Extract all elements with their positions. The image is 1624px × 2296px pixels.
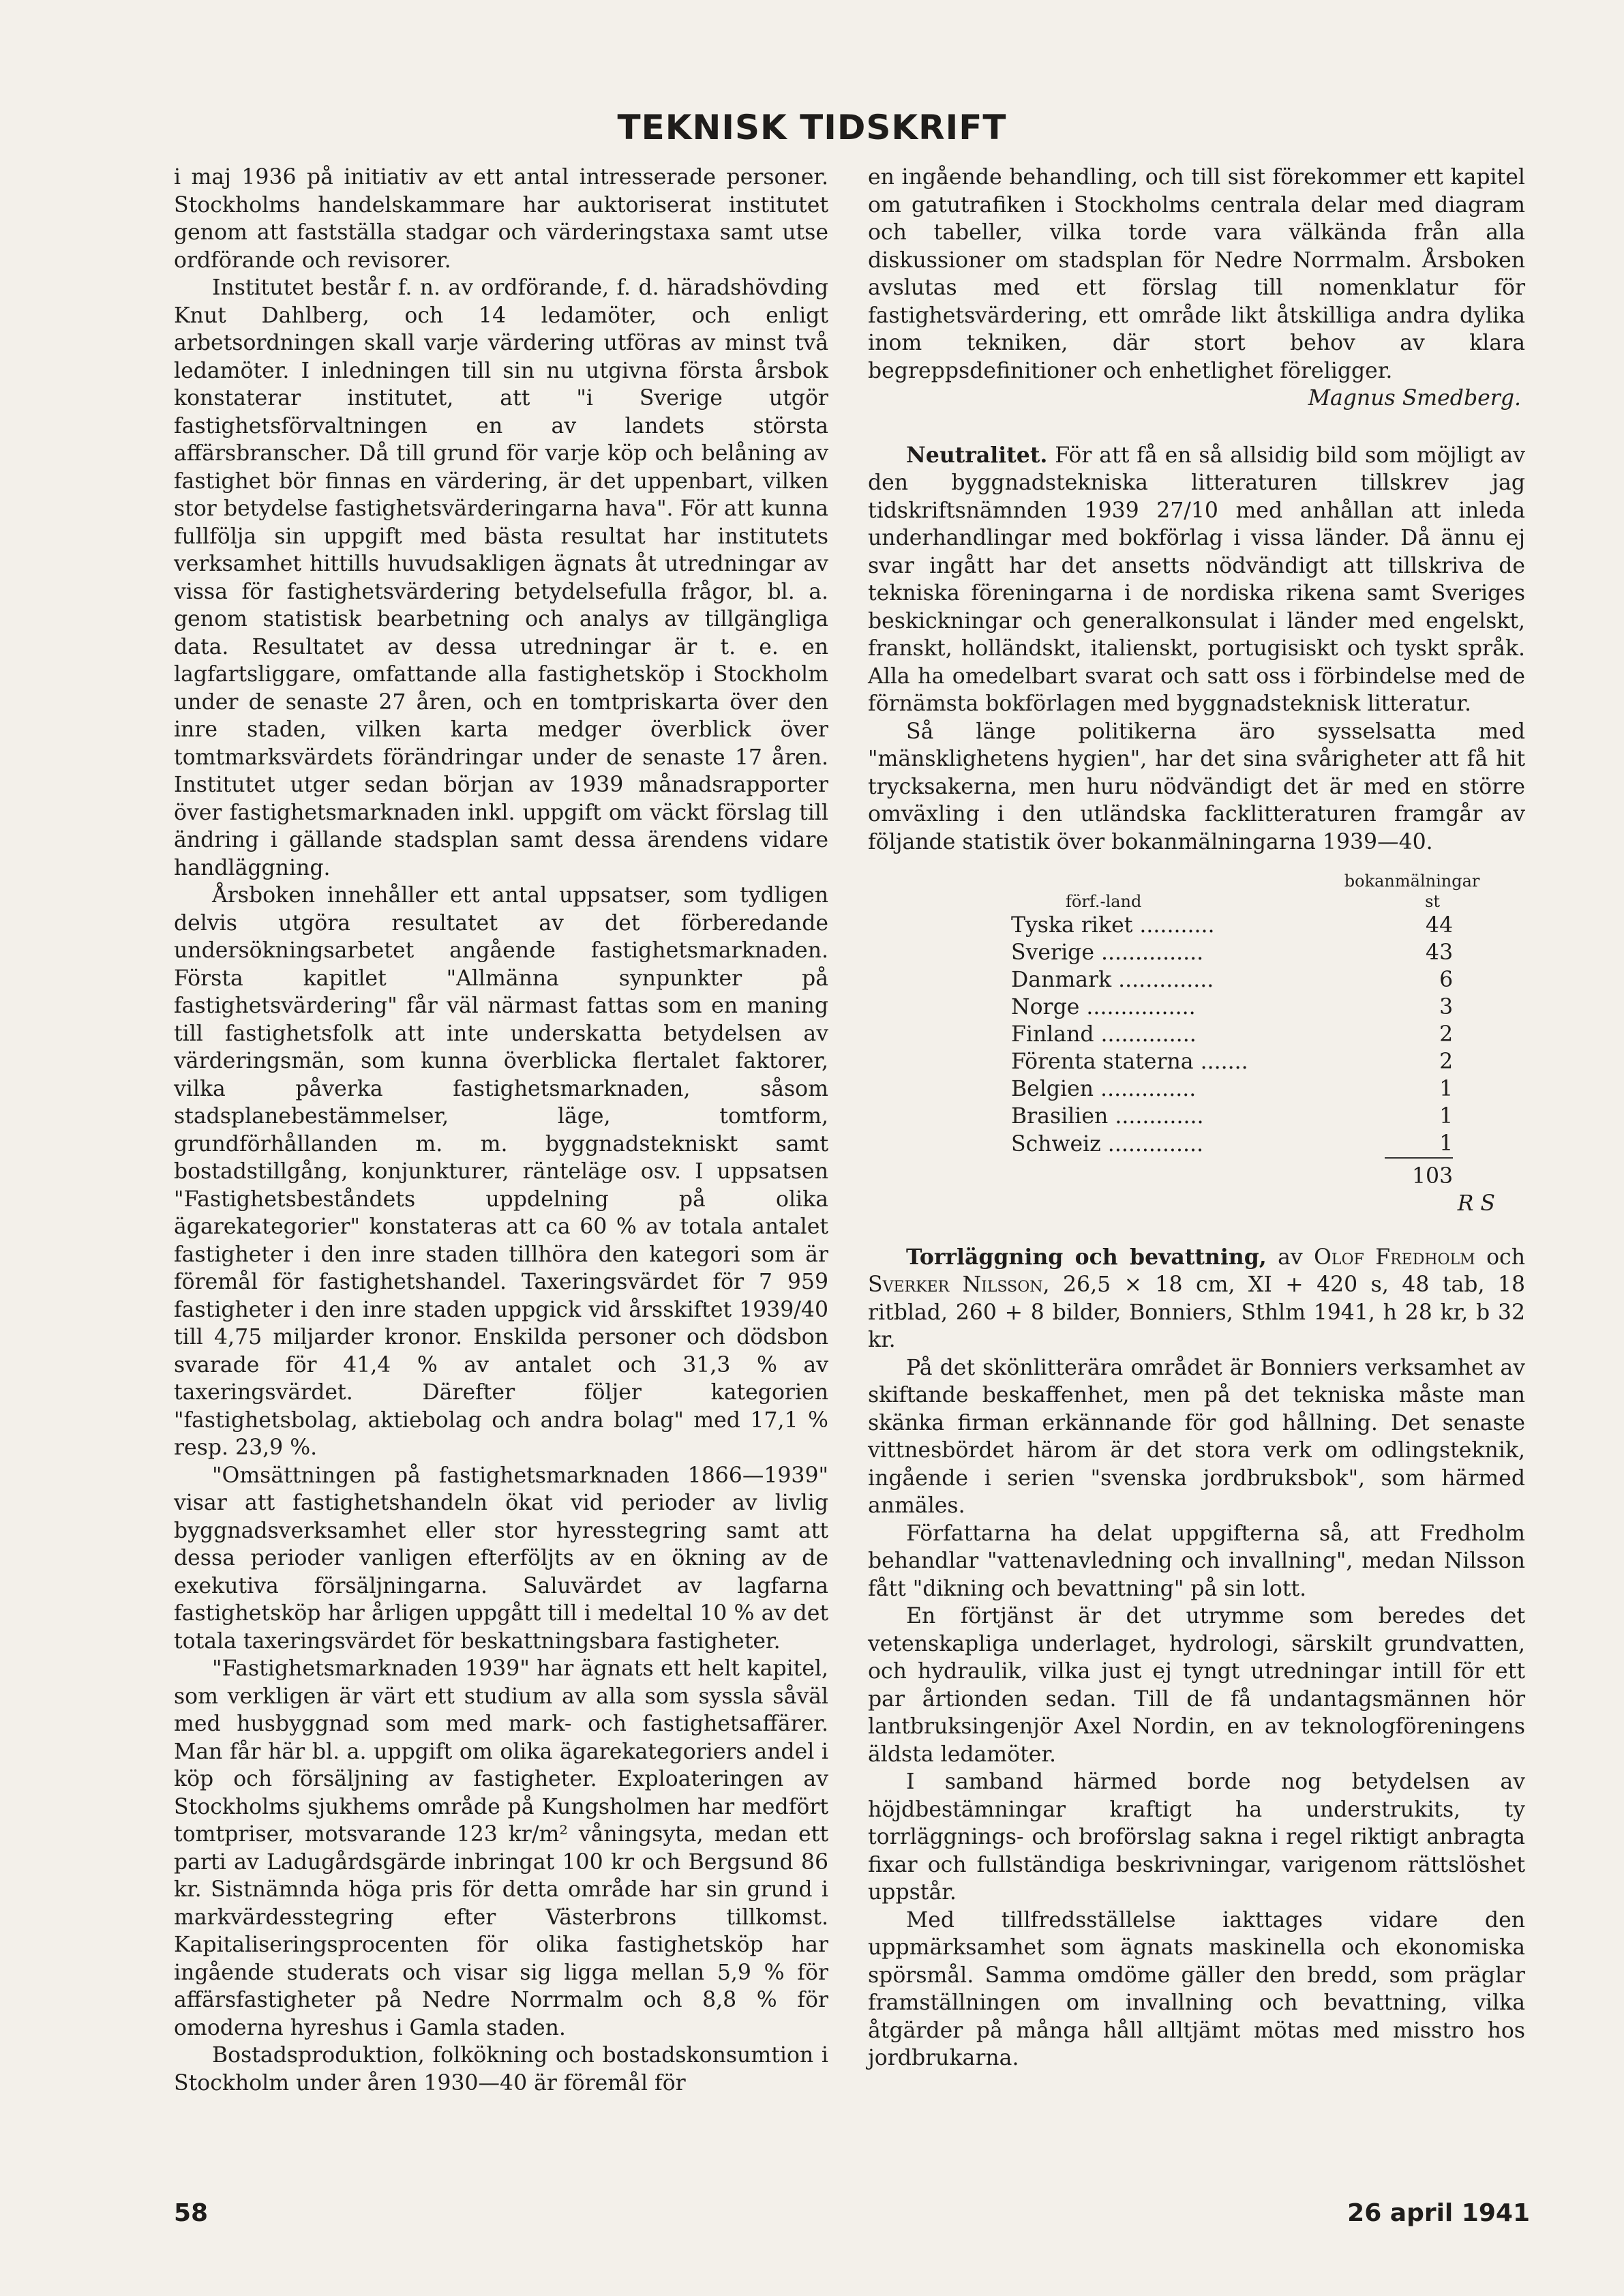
country-cell	[1011, 1048, 1385, 1075]
table-header-row	[1011, 871, 1453, 912]
country-name: Danmark	[1011, 968, 1112, 992]
table-row	[1011, 939, 1453, 966]
leader-dots: ................	[1079, 995, 1196, 1019]
review2-author-1: Olof Fredholm	[1314, 1244, 1475, 1270]
country-cell	[1011, 1021, 1385, 1048]
country-name: Norge	[1011, 995, 1080, 1019]
count-cell: 2	[1439, 1022, 1454, 1047]
col-header-country: förf.-land	[1066, 892, 1142, 911]
page-number: 58	[174, 2199, 209, 2227]
left-column	[174, 164, 828, 2097]
country-cell	[1011, 939, 1385, 966]
total-cell: 103	[1385, 1158, 1453, 1190]
leader-dots: ..............	[1100, 1132, 1203, 1157]
neutral-signature: R S	[1457, 1191, 1495, 1216]
leader-dots: ..............	[1111, 968, 1214, 992]
review1-signature: Magnus Smedberg.	[1308, 386, 1521, 411]
table-row	[1011, 1103, 1453, 1130]
count-cell: 6	[1439, 968, 1454, 992]
neutral-paragraph-2: Så länge politikerna äro sysselsatta med "mänsklighetens hygien", har det sina svårigheter att få hit trycksakerna, men huru nödvändigt det är med en större omväxling i den utländska facklitteraturen framgår av följande statistik över bokanmälningarna 1939—40.	[868, 719, 1525, 854]
country-cell	[1011, 1103, 1385, 1130]
col-header-count-line1: bokanmälningar	[1344, 871, 1480, 891]
left-paragraph-4: "Omsättningen på fastighetsmarknaden 1866—1939" visar att fastighetshandeln ökat vid perioder av livlig byggnadsverksamhet eller stor hyresstegring samt att dessa perioder vanligen efterföljts av en ökning av de exekutiva försäljningarna. Saluvärdet av lagfarna fastighetsköp har årligen uppgått till i medeltal 10 % av det totala taxeringsvärdet för beskattningsbara fastigheter.	[174, 1463, 828, 1654]
neutral-heading: Neutralitet.	[906, 442, 1048, 468]
left-paragraph-1: i maj 1936 på initiativ av ett antal intresserade personer. Stockholms handelskammare har auktoriserat institutet genom att fastställa stadgar och värderingstaxa samt utse ordförande och revisorer.	[174, 165, 828, 273]
count-cell: 1	[1439, 1104, 1454, 1129]
left-paragraph-6: Bostadsproduktion, folkökning och bostadskonsumtion i Stockholm under åren 1930—40 är föremål för	[174, 2043, 828, 2096]
left-paragraph-2: Institutet består f. n. av ordförande, f. d. häradshövding Knut Dahlberg, och 14 ledamöter, och enligt arbetsordningen skall varje värdering utföras av minst två ledamöter. I inledningen till sin nu utgivna första årsbok konstaterar institutet, att "i Sverige utgör fastighetsförvaltningen en av landets största affärsbranscher. Då till grund för varje köp och belåning av fastighet bör finnas en värdering, är det uppenbart, vilken stor betydelse fastighetsvärderingarna hava". För att kunna fullfölja sin uppgift med bästa resultat har institutets verksamhet hittills huvudsakligen ägnats åt utredningar av vissa för fastighetsvärdering betydelsefulla frågor, bl. a. genom statistisk bearbetning och analys av tillgängliga data. Resultatet av dessa utredningar är t. e. en lagfartsliggare, omfattande alla fastighetsköp i Stockholm under de senaste 27 åren, och en tomtpriskarta över den inre staden, vilken karta medger överblick över tomtmarksvärdets förändringar under de senaste 17 åren. Institutet utger sedan början av 1939 månadsrapporter över fastighetsmarknaden inkl. uppgift om väckt förslag till ändring i gällande stadsplan samt dessa ärendens vidare handläggning.	[174, 275, 828, 880]
review2-paragraph-2: Författarna ha delat uppgifterna så, att Fredholm behandlar "vattenavledning och invallning", medan Nilsson fått "dikning och bevattning" på sin lott.	[868, 1521, 1525, 1601]
neutral-paragraph-1	[868, 442, 1525, 718]
book-stats-table	[1011, 871, 1480, 1190]
table-row	[1011, 912, 1453, 939]
journal-masthead: TEKNISK TIDSKRIFT	[617, 108, 1007, 147]
count-cell: 1	[1439, 1131, 1454, 1156]
table-row	[1011, 1075, 1453, 1103]
col-header-count	[1344, 871, 1480, 912]
country-name: Belgien	[1011, 1077, 1094, 1101]
review2-paragraph-3: En förtjänst är det utrymme som beredes det vetenskapliga underlaget, hydrologi, särskilt grundvatten, och hydraulik, vilka just ej tyngt utredningar intill för ett par årtionden sedan. Till de få undantagsmännen hör lantbruksingenjör Axel Nordin, en av teknologföreningens äldsta ledamöter.	[868, 1604, 1525, 1767]
right-column	[868, 164, 1525, 2072]
count-cell: 43	[1426, 940, 1454, 965]
neutral-text-1: För att få en så allsidig bild som möjligt av den byggnadstekniska litteraturen tillskrev jag tidskriftsnämnden 1939 27/10 med anhållan att inleda underhandlingar med bokförlag i vissa länder. Då ännu ej svar ingått har det ansetts nödvändigt att tillskriva de tekniska föreningarna i de nordiska rikena samt Sveriges beskickningar och generalkonsulat i länder med engelskt, franskt, holländskt, italienskt, portugisiskt och tyskt språk. Alla ha omedelbart svarat och satt oss i förbindelse med de förnämsta bokförlagen med byggnadsteknisk litteratur.	[868, 443, 1525, 716]
country-cell	[1011, 1075, 1385, 1103]
country-cell	[1011, 912, 1385, 939]
total-spacer	[1011, 1158, 1385, 1190]
table-row	[1011, 1021, 1453, 1048]
count-cell: 2	[1439, 1049, 1454, 1074]
review2-biblio: , 26,5 × 18 cm, XI + 420 s, 48 tab, 18 ritblad, 260 + 8 bilder, Bonniers, Sthlm 1941, h 28 kr, b 32 kr.	[868, 1272, 1525, 1352]
review2-author-2: Sverker Nilsson	[868, 1272, 1043, 1297]
review2-title: Torrläggning och bevattning,	[906, 1244, 1267, 1270]
country-cell	[1011, 1130, 1385, 1158]
review2-intro	[868, 1244, 1525, 1354]
country-cell	[1011, 994, 1385, 1021]
table-row	[1011, 1048, 1453, 1075]
count-cell: 44	[1426, 913, 1454, 938]
total-row	[1011, 1158, 1453, 1190]
country-name: Finland	[1011, 1022, 1094, 1047]
leader-dots: ..............	[1094, 1022, 1197, 1047]
review2-and: och	[1475, 1244, 1525, 1270]
review2-by: av	[1266, 1244, 1314, 1270]
table-row	[1011, 966, 1453, 994]
leader-dots: .......	[1193, 1049, 1248, 1074]
count-cell: 3	[1439, 995, 1454, 1019]
leader-dots: ...............	[1094, 940, 1204, 965]
leader-dots: .............	[1108, 1104, 1204, 1129]
review1-paragraph: en ingående behandling, och till sist förekommer ett kapitel om gatutrafiken i Stockholms centrala delar med diagram och tabeller, vilka torde vara välkända från alla diskussioner om stadsplan för Nedre Norrmalm. Årsboken avslutas med ett förslag till nomenklatur för fastighetsvärdering, ett område likt åtskilliga andra dylika inom tekniken, där stort behov av klara begreppsdefinitioner och enhetlighet föreligger.	[868, 165, 1525, 383]
count-cell: 1	[1439, 1077, 1454, 1101]
country-name: Brasilien	[1011, 1104, 1109, 1129]
issue-date: 26 april 1941	[1347, 2199, 1530, 2227]
left-paragraph-3: Årsboken innehåller ett antal uppsatser, som tydligen delvis utgöra resultatet av det förberedande undersökningsarbetet angående fastighetsmarknaden. Första kapitlet "Allmänna synpunkter på fastighetsvärdering" får väl närmast fattas som en maning till fastighetsfolk att inte underskatta betydelsen av värderingsmän, som kunna överblicka flertalet faktorer, vilka påverka fastighetsmarknaden, såsom stadsplanebestämmelser, läge, tomtform, grundförhållanden m. m. byggnadstekniskt samt bostadstillgång, konjunkturer, ränteläge osv. I uppsatsen "Fastighetsbeståndets uppdelning på olika ägarekategorier" konstateras att ca 60 % av totala antalet fastigheter i den inre staden tillhöra den kategori som är föremål för fastighetshandel. Taxeringsvärdet för 7 959 fastigheter i den inre staden uppgick vid årsskiftet 1939/40 till 4,75 miljarder kronor. Enskilda personer och dödsbon svarade för 41,4 % av antalet och 31,3 % av taxeringsvärdet. Därefter följer kategorien "fastighetsbolag, aktiebolag och andra bolag" med 17,1 % resp. 23,9 %.	[174, 883, 828, 1460]
country-name: Förenta staterna	[1011, 1049, 1194, 1074]
col-header-count-line2: st	[1425, 892, 1441, 911]
country-name: Schweiz	[1011, 1132, 1101, 1157]
table-row	[1011, 994, 1453, 1021]
review2-paragraph-5: Med tillfredsställelse iakttages vidare den uppmärksamhet som ägnats maskinella och ekonomiska spörsmål. Samma omdöme gäller den bredd, som präglar framställningen om invallning och bevattning, vilka åtgärder på många håll alltjämt mötas med misstro hos jordbrukarna.	[868, 1907, 1525, 2070]
left-paragraph-5: "Fastighetsmarknaden 1939" har ägnats ett helt kapitel, som verkligen är värt ett studium av alla som syssla såväl med husbyggnad som med mark- och fastighetsaffärer. Man får här bl. a. uppgift om olika ägarekategoriers andel i köp och försäljning av fastigheter. Exploateringen av Stockholms sjukhems område på Kungsholmen har medfört tomtpriser, motsvarande 123 kr/m² våningsyta, medan ett parti av Ladugårdsgärde inbringat 100 kr och Bergsund 86 kr. Sistnämnda höga pris för detta område har sin grund i markvärdesstegring efter Västerbrons tillkomst. Kapitaliseringsprocenten för olika fastighetsköp har ingående studerats och visar sig ligga mellan 5,9 % för affärsfastigheter på Nedre Norrmalm och 8,8 % för omoderna hyreshus i Gamla staden.	[174, 1656, 828, 2040]
leader-dots: ..............	[1094, 1077, 1197, 1101]
leader-dots: ...........	[1132, 913, 1215, 938]
country-name: Tyska riket	[1011, 913, 1133, 938]
review2-paragraph-1: På det skönlitterära området är Bonniers verksamhet av skiftande beskaffenhet, men på det tekniska måste man skänka firman erkännande för god hållning. Det senaste vittnesbördet härom är det stora verk om odlingsteknik, ingående i serien "svenska jordbruksbok", som härmed anmäles.	[868, 1355, 1525, 1518]
country-cell	[1011, 966, 1385, 994]
review2-paragraph-4: I samband härmed borde nog betydelsen av höjdbestämningar kraftigt ha understrukits, ty torrläggnings- och broförslag sakna i regel riktigt anbragta fixar och fullständiga beskrivningar, varigenom rättslöshet uppstår.	[868, 1770, 1525, 1905]
table-row	[1011, 1130, 1453, 1158]
country-name: Sverige	[1011, 940, 1094, 965]
